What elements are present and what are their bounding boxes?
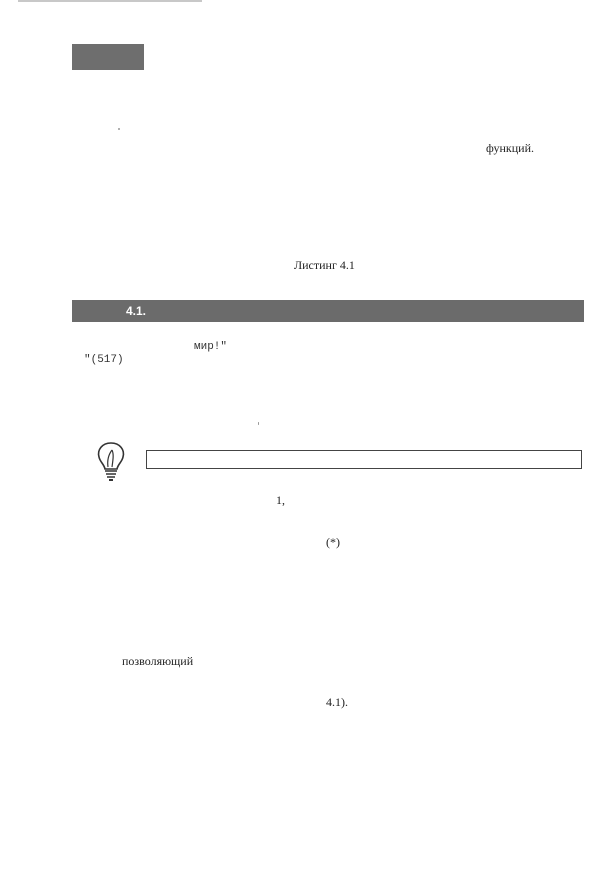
top-rule — [18, 0, 202, 2]
lightbulb-icon — [94, 440, 128, 489]
text-functions: функций. — [486, 141, 534, 155]
scan-speck — [118, 128, 120, 130]
text-reference: 4.1). — [326, 695, 348, 709]
listing-title-bar — [72, 300, 584, 322]
note-box — [146, 450, 582, 469]
item-number: 1, — [276, 493, 285, 507]
formula-marker: (*) — [326, 535, 340, 549]
code-line-2: "(517) — [84, 354, 124, 366]
scan-speck — [258, 422, 259, 425]
listing-title-label: 4.1. — [126, 304, 147, 318]
text-allowing: позволяющий — [122, 654, 194, 668]
code-line-1: мир!" — [194, 341, 228, 353]
chapter-header-block — [72, 44, 144, 70]
listing-caption: Листинг 4.1 — [294, 258, 355, 272]
